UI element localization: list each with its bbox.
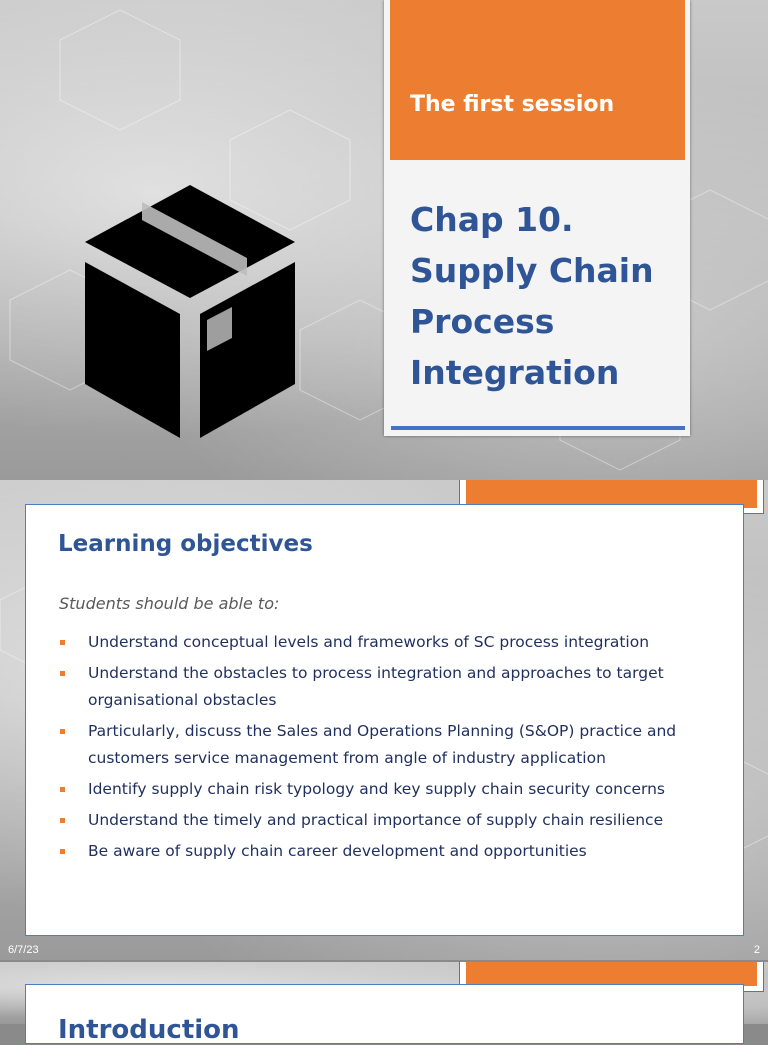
list-item: Understand the timely and practical importance of supply chain resilience: [56, 807, 716, 834]
package-box-icon: [80, 180, 300, 438]
title-card: [384, 0, 690, 436]
bullet-icon: [60, 729, 65, 734]
slide-heading: Introduction: [58, 1015, 240, 1045]
title-underline: [391, 426, 685, 430]
chapter-title: Chap 10. Supply Chain Process Integration: [410, 200, 654, 392]
list-item: Understand the obstacles to process integration and approaches to target organisational obstacles: [56, 660, 716, 714]
bullet-icon: [60, 818, 65, 823]
footer-date: 6/7/23: [8, 944, 39, 956]
bullet-icon: [60, 671, 65, 676]
session-label: The first session: [410, 92, 615, 117]
list-item: Be aware of supply chain career development and opportunities: [56, 838, 716, 865]
lead-text: Students should be able to:: [59, 594, 280, 613]
content-card: [25, 984, 744, 1044]
bullet-icon: [60, 787, 65, 792]
bullet-icon: [60, 640, 65, 645]
list-item: Particularly, discuss the Sales and Operations Planning (S&OP) practice and customers service management from angle of industry application: [56, 718, 716, 772]
bullet-icon: [60, 849, 65, 854]
content-card: [25, 504, 744, 936]
objectives-list: [56, 629, 716, 869]
page-number: 2: [753, 944, 760, 956]
objectives-slide: [0, 480, 768, 960]
title-slide: [0, 0, 768, 480]
introduction-slide: [0, 962, 768, 1045]
list-item: Identify supply chain risk typology and key supply chain security concerns: [56, 776, 716, 803]
session-banner: [390, 0, 685, 160]
slide-heading: Learning objectives: [58, 531, 313, 557]
list-item: Understand conceptual levels and frameworks of SC process integration: [56, 629, 716, 656]
